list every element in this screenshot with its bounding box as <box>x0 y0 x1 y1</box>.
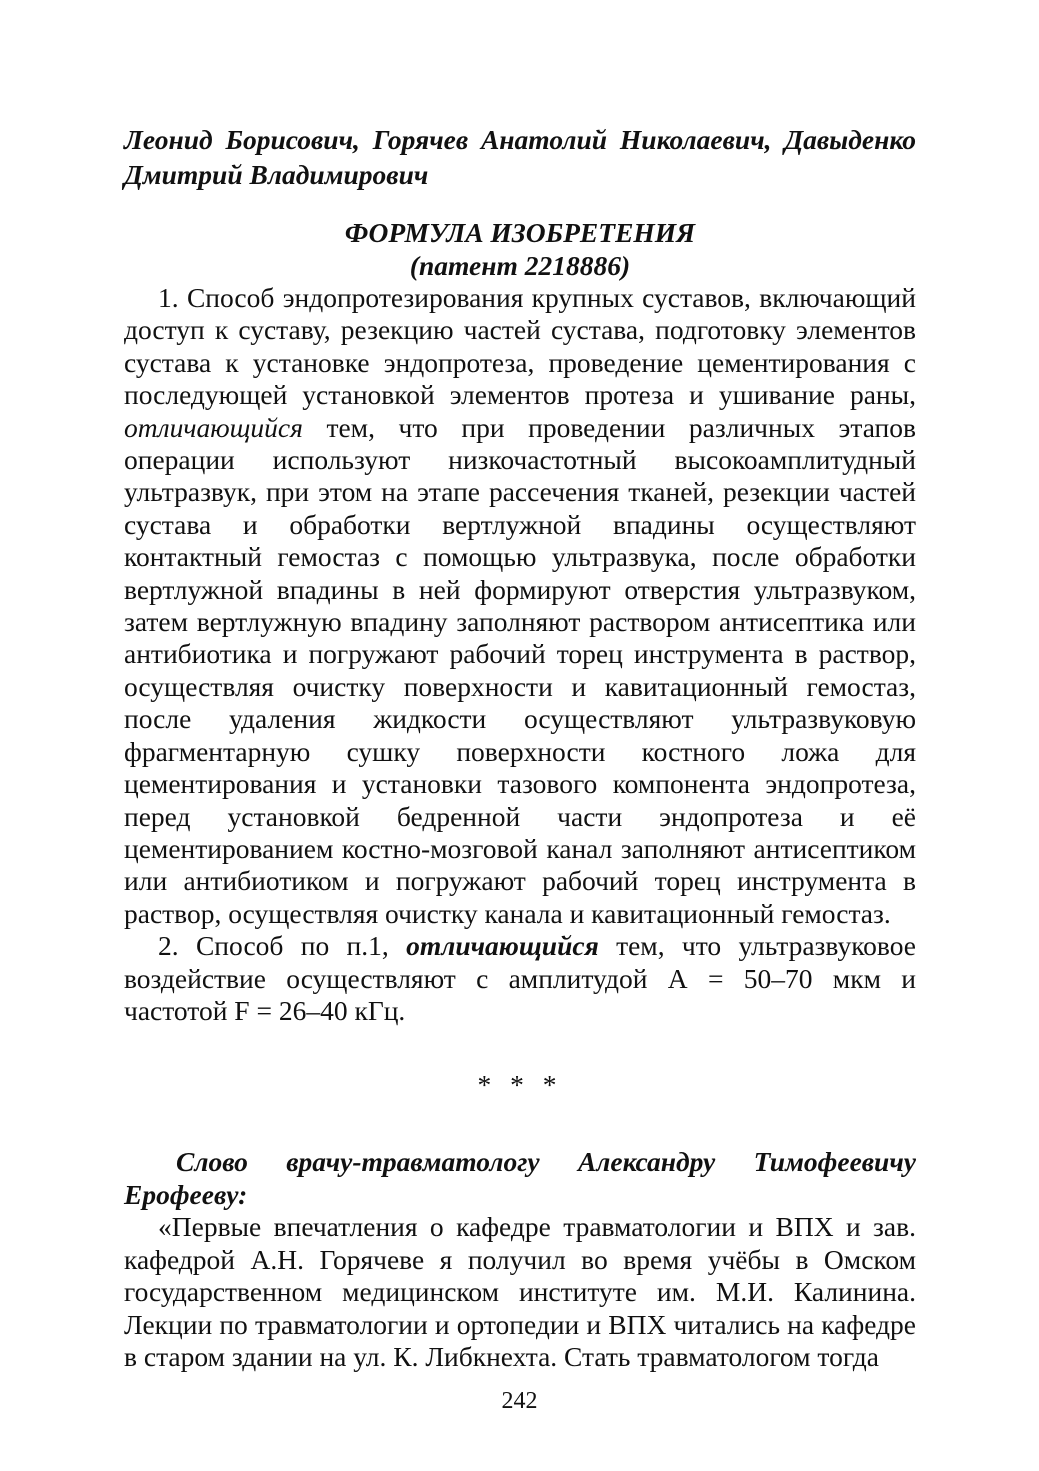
section-title: ФОРМУЛА ИЗОБРЕТЕНИЯ <box>344 217 696 248</box>
interview-intro: Слово врачу-травматологу Александру Тимофеевичу Ерофееву: <box>124 1146 916 1211</box>
authors-line: Леонид Борисович, Горячев Анатолий Николаевич, Давыденко Дмитрий Владимирович <box>124 124 916 190</box>
claim-1-paragraph <box>124 282 916 930</box>
claim-2-text-end: тем, что ультразвуковое воздействие осуществляют с амплитудой А = 50–70 мкм и частотой F = 26–40 кГц. <box>124 930 916 1026</box>
claim-2-text-start: 2. Способ по п.1, <box>158 930 407 962</box>
section-subtitle: (патент 2218886) <box>409 250 631 281</box>
section-separator: * * * <box>477 1069 563 1101</box>
claim-1-text-end: тем, что при проведении различных этапов операции используют низкочастотный высокоамплитудный ультразвук, при этом на этапе рассечения тканей, резекции частей сустава и обработки вертлужной впадины осуществляют контактный гемостаз с помощью ультразвука, после обработки вертлужной впадины в ней формируют отверстия ультразвуком, затем вертлужную впадину заполняют раствором антисептика или антибиотика и погружают рабочий торец инструмента в раствор, осуществляя очистку поверхности и кавитационный гемостаз, после удаления жидкости осуществляют ультразвуковую фрагментарную сушку поверхности костного ложа для цементирования и установки тазового компонента эндопротеза, перед установкой бедренной части эндопротеза и её цементированием костно-мозговой канал заполняют антисептиком или антибиотиком и погружают рабочий торец инструмента в раствор, осуществляя очистку канала и кавитационный гемостаз. <box>124 411 916 929</box>
claim-2-paragraph <box>124 930 916 1027</box>
page-content <box>124 122 916 1373</box>
claim-1-text-start: 1. Способ эндопротезирования крупных суставов, включающий доступ к суставу, резекцию частей сустава, подготовку элементов сустава к установке эндопротеза, проведение цементирования с последующей установкой элементов протеза и ушивание раны, <box>124 282 916 411</box>
quote-paragraph: «Первые впечатления о кафедре травматологии и ВПХ и зав. кафедрой А.Н. Горячеве я получил во время учёбы в Омском государственном медицинском институте им. М.И. Калинина. Лекции по травматологии и ортопедии и ВПХ читались на кафедре в старом здании на ул. К. Либкнехта. Стать травматологом тогда <box>124 1211 916 1372</box>
claim-1-emphasis: отличающийся <box>124 411 303 443</box>
page-number: 242 <box>501 1388 538 1414</box>
claim-2-emphasis: отличающийся <box>406 930 599 962</box>
